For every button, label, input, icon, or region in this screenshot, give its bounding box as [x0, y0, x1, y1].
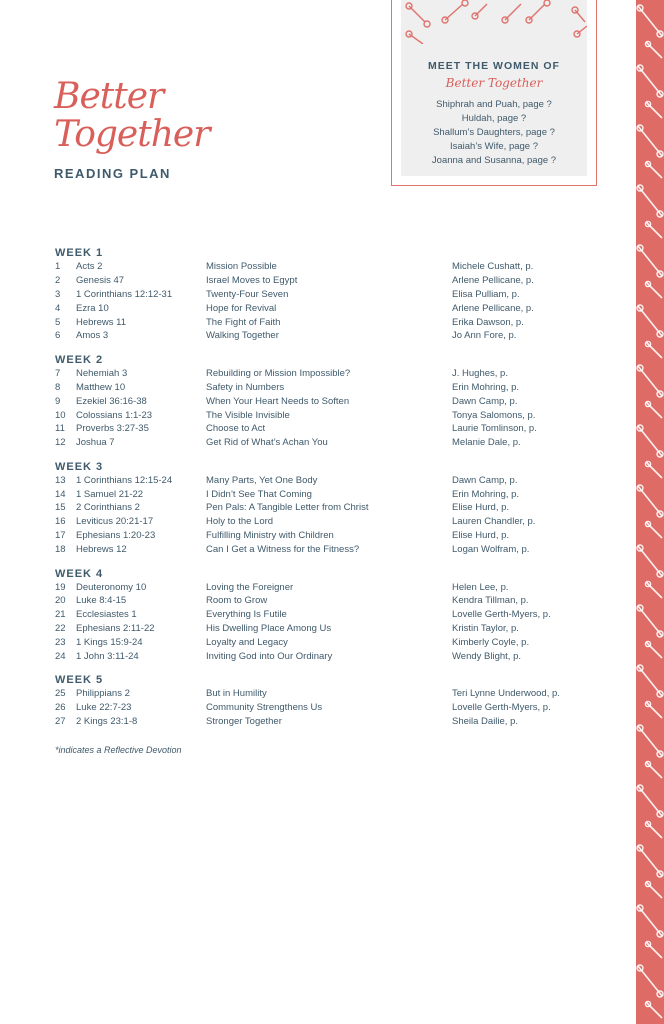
table-row — [55, 274, 615, 288]
day-number: 20 — [55, 595, 66, 607]
table-row — [55, 422, 615, 436]
week-heading: WEEK 1 — [55, 247, 104, 259]
week-heading: WEEK 4 — [55, 567, 104, 580]
devotion-title: Mission Possible — [206, 261, 277, 272]
devotion-title: Choose to Act — [206, 423, 266, 435]
table-row — [55, 395, 615, 409]
passage: Amos 3 — [76, 330, 109, 342]
passage: Luke 22:7-23 — [76, 702, 132, 714]
day-number: 3 — [55, 288, 61, 300]
week-section — [55, 246, 615, 343]
decorative-side-stripe — [636, 0, 664, 1024]
devotion-title: Fulfilling Ministry with Children — [206, 530, 334, 542]
author: Elisa Pulliam, p. — [452, 288, 520, 300]
day-number: 8 — [55, 381, 61, 393]
table-row — [55, 501, 615, 515]
table-row — [55, 316, 615, 330]
passage: Luke 8:4-15 — [76, 595, 127, 607]
passage: Ecclesiastes 1 — [76, 609, 137, 621]
day-number: 21 — [55, 609, 66, 621]
table-row — [55, 636, 615, 650]
devotion-title: Stronger Together — [206, 716, 282, 728]
week-section — [55, 567, 615, 664]
devotion-title: But in Humility — [206, 688, 267, 700]
passage: 1 John 3:11-24 — [76, 650, 139, 662]
day-number: 4 — [55, 302, 61, 314]
passage: Leviticus 20:21-17 — [76, 516, 154, 528]
devotion-title: Many Parts, Yet One Body — [206, 474, 318, 486]
table-row — [55, 488, 615, 502]
week-heading: WEEK 5 — [55, 674, 104, 687]
day-number: 23 — [55, 637, 66, 649]
passage: Genesis 47 — [76, 274, 125, 286]
devotion-title: Everything Is Futile — [206, 609, 287, 621]
passage: Nehemiah 3 — [76, 367, 128, 379]
author: Kristin Taylor, p. — [452, 623, 519, 635]
meet-the-women-box — [391, 0, 597, 186]
day-number: 11 — [55, 423, 65, 435]
author: Kendra Tillman, p. — [452, 595, 529, 607]
day-number: 15 — [55, 502, 66, 514]
table-row — [55, 381, 615, 395]
list-item: Joanna and Susanna, page ? — [431, 155, 557, 166]
passage: Colossians 1:1-23 — [76, 409, 153, 421]
author: Sheila Dailie, p. — [452, 716, 519, 728]
day-number: 17 — [55, 530, 66, 542]
day-number: 13 — [55, 474, 66, 486]
author: Teri Lynne Underwood, p. — [452, 688, 560, 700]
table-row — [55, 581, 615, 595]
devotion-title: Loving the Foreigner — [206, 581, 294, 593]
author: Erika Dawson, p. — [452, 316, 524, 328]
passage: Proverbs 3:27-35 — [76, 423, 149, 435]
author: Erin Mohring, p. — [452, 488, 520, 500]
devotion-title: The Visible Invisible — [206, 409, 290, 421]
day-number: 6 — [55, 330, 61, 342]
table-row — [55, 302, 615, 316]
passage: 2 Kings 23:1-8 — [76, 716, 138, 728]
day-number: 27 — [55, 716, 66, 728]
author: Logan Wolfram, p. — [452, 544, 530, 556]
author: Lovelle Gerth-Myers, p. — [452, 609, 551, 621]
author: Jo Ann Fore, p. — [452, 330, 517, 342]
devotion-title: Get Rid of What’s Achan You — [206, 437, 328, 449]
table-row — [55, 608, 615, 622]
table-row — [55, 715, 615, 729]
passage: Hebrews 11 — [76, 316, 126, 328]
author: Helen Lee, p. — [452, 581, 509, 593]
passage: Ephesians 2:11-22 — [76, 623, 155, 635]
passage: 1 Corinthians 12:15-24 — [76, 474, 173, 486]
week-section — [55, 353, 615, 450]
passage: Matthew 10 — [76, 381, 126, 393]
day-number: 7 — [55, 367, 61, 379]
reading-plan-heading: READING PLAN — [54, 166, 171, 181]
table-row — [55, 329, 615, 343]
author: Laurie Tomlinson, p. — [452, 423, 537, 435]
author: Kimberly Coyle, p. — [452, 637, 530, 649]
day-number: 9 — [55, 395, 61, 407]
list-item: Shiphrah and Puah, page ? — [436, 99, 552, 110]
women-list — [401, 98, 587, 168]
day-number: 14 — [55, 488, 66, 500]
devotion-title: Israel Moves to Egypt — [206, 274, 298, 286]
table-row — [55, 650, 615, 664]
table-row — [55, 288, 615, 302]
author: Wendy Blight, p. — [452, 650, 522, 662]
devotion-title: I Didn’t See That Coming — [206, 488, 312, 500]
devotion-title: Rebuilding or Mission Impossible? — [206, 367, 351, 379]
passage: 1 Samuel 21-22 — [76, 488, 144, 500]
table-row — [55, 436, 615, 450]
devotion-title: Walking Together — [206, 330, 279, 342]
day-number: 2 — [55, 274, 61, 286]
table-row — [55, 474, 615, 488]
author: J. Hughes, p. — [452, 367, 508, 379]
devotion-title: Can I Get a Witness for the Fitness? — [206, 544, 360, 556]
author: Lauren Chandler, p. — [452, 516, 536, 528]
devotion-title: His Dwelling Place Among Us — [206, 623, 332, 635]
author: Arlene Pellicane, p. — [452, 302, 534, 314]
author: Elise Hurd, p. — [452, 502, 510, 514]
day-number: 1 — [55, 261, 61, 272]
table-row — [55, 594, 615, 608]
passage: 1 Kings 15:9-24 — [76, 637, 143, 649]
list-item: Huldah, page ? — [461, 113, 527, 124]
passage: Acts 2 — [76, 261, 103, 272]
meet-the-women-panel — [401, 0, 587, 176]
table-row — [55, 543, 615, 557]
passage: Ezekiel 36:16-38 — [76, 395, 147, 407]
week-section — [55, 460, 615, 557]
link-pattern-icon — [636, 0, 664, 1024]
devotion-title: Room to Grow — [206, 595, 268, 607]
list-item: Shallum’s Daughters, page ? — [433, 127, 555, 138]
author: Dawn Camp, p. — [452, 395, 518, 407]
devotion-title: Holy to the Lord — [206, 516, 274, 528]
author: Melanie Dale, p. — [452, 437, 521, 449]
day-number: 24 — [55, 650, 66, 662]
day-number: 5 — [55, 316, 61, 328]
day-number: 26 — [55, 702, 66, 714]
day-number: 12 — [55, 437, 66, 449]
footnote: *indicates a Reflective Devotion — [55, 745, 182, 755]
devotion-title: Community Strengthens Us — [206, 702, 323, 714]
table-row — [55, 515, 615, 529]
logo-line-2: Together — [54, 114, 210, 155]
passage: Joshua 7 — [76, 437, 115, 449]
logo-line-1: Better — [54, 76, 164, 117]
week-section — [55, 673, 615, 729]
book-logo — [54, 78, 209, 181]
table-row — [55, 622, 615, 636]
passage: Deuteronomy 10 — [76, 581, 147, 593]
devotion-title: Pen Pals: A Tangible Letter from Christ — [206, 502, 369, 514]
author: Elise Hurd, p. — [452, 530, 510, 542]
day-number: 16 — [55, 516, 66, 528]
day-number: 18 — [55, 544, 66, 556]
table-row — [55, 701, 615, 715]
link-pattern-icon — [401, 0, 587, 44]
reading-plan-table — [55, 246, 615, 739]
day-number: 22 — [55, 623, 66, 635]
table-row — [55, 529, 615, 543]
devotion-title: Hope for Revival — [206, 302, 277, 314]
author: Dawn Camp, p. — [452, 474, 518, 486]
passage: Philippians 2 — [76, 688, 130, 700]
devotion-title: Loyalty and Legacy — [206, 637, 288, 649]
author: Tonya Salomons, p. — [452, 409, 536, 421]
week-heading: WEEK 3 — [55, 460, 104, 473]
passage: Ephesians 1:20-23 — [76, 530, 156, 542]
author: Erin Mohring, p. — [452, 381, 520, 393]
passage: 2 Corinthians 2 — [76, 502, 140, 514]
list-item: Isaiah’s Wife, page ? — [449, 141, 538, 152]
devotion-title: When Your Heart Needs to Soften — [206, 395, 350, 407]
day-number: 19 — [55, 581, 66, 593]
box-subtitle: Better Together — [445, 76, 543, 90]
day-number: 25 — [55, 688, 66, 700]
table-row — [55, 409, 615, 423]
devotion-title: Inviting God into Our Ordinary — [206, 650, 333, 662]
devotion-title: The Fight of Faith — [206, 316, 281, 328]
passage: 1 Corinthians 12:12-31 — [76, 288, 173, 300]
devotion-title: Twenty-Four Seven — [206, 288, 289, 300]
table-row — [55, 687, 615, 701]
author: Lovelle Gerth-Myers, p. — [452, 702, 551, 714]
passage: Ezra 10 — [76, 302, 109, 314]
week-heading: WEEK 2 — [55, 353, 104, 366]
table-row — [55, 367, 615, 381]
table-row — [55, 260, 615, 274]
box-title: MEET THE WOMEN OF — [428, 60, 560, 72]
devotion-title: Safety in Numbers — [206, 381, 285, 393]
author: Arlene Pellicane, p. — [452, 274, 534, 286]
passage: Hebrews 12 — [76, 544, 127, 556]
day-number: 10 — [55, 409, 66, 421]
author: Michele Cushatt, p. — [452, 261, 534, 272]
